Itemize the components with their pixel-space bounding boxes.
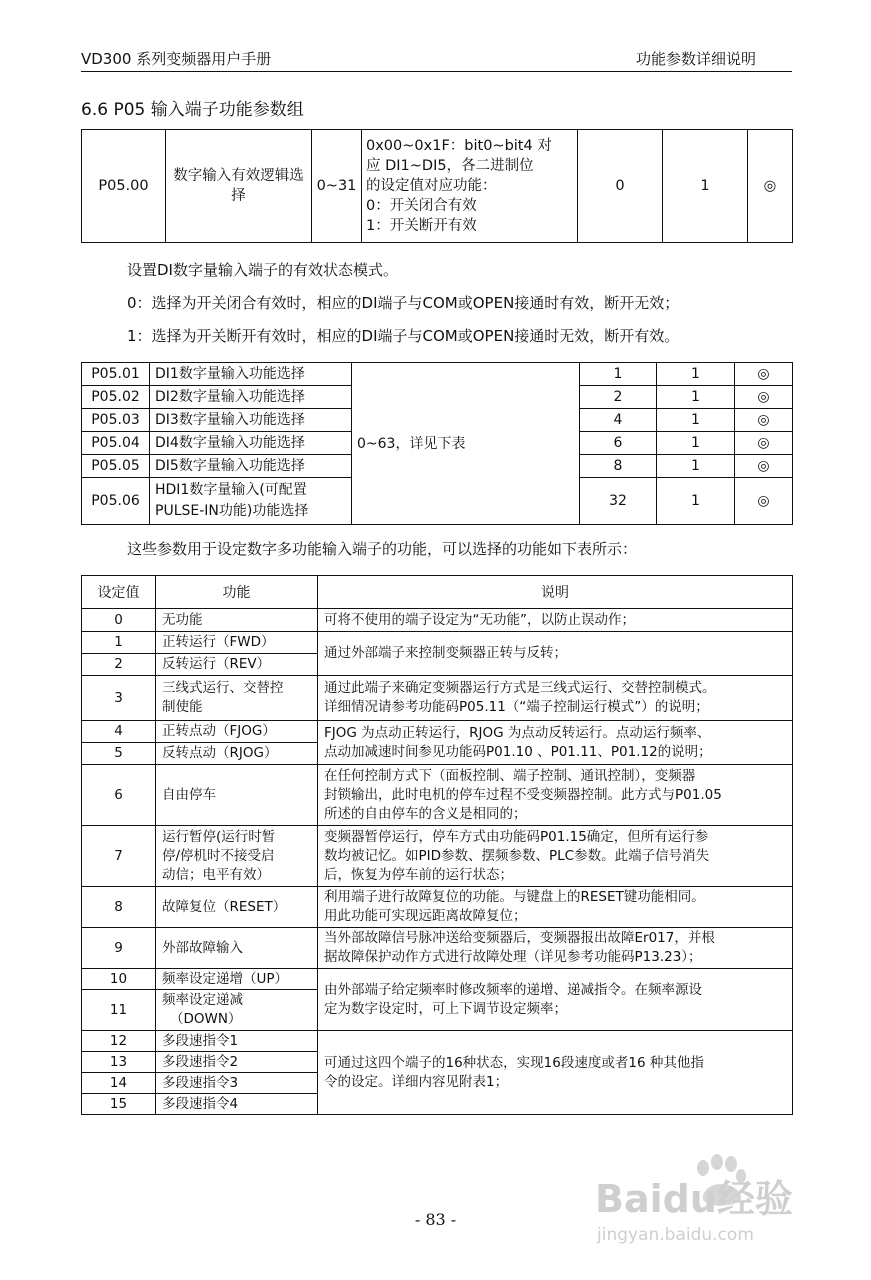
desc-line: 后，恢复为停车前的运行状态；: [324, 866, 513, 883]
function-desc: [318, 969, 793, 1031]
desc-line: 的设定值对应功能：: [366, 178, 497, 194]
setting-value: 12: [82, 1031, 156, 1052]
desc-line: 0x00~0x1F：bit0~bit4 对: [366, 138, 552, 154]
col-header-value: 设定值: [82, 576, 156, 609]
param-name: DI3数字量输入功能选择: [150, 409, 352, 432]
param-name: 数字输入有效逻辑选择: [166, 130, 312, 243]
function-desc: 可将不使用的端子设定为“无功能”，以防止误动作；: [318, 609, 793, 632]
intro-text: 这些参数用于设定数字多功能输入端子的功能，可以选择的功能如下表所示：: [127, 540, 638, 558]
param-default: 32: [580, 478, 657, 525]
function-name: 正转点动（FJOG）: [156, 721, 318, 743]
param-mark: ◎: [735, 409, 793, 432]
function-desc: [318, 676, 793, 721]
param-col6: 1: [657, 386, 735, 409]
param-mark: ◎: [735, 386, 793, 409]
baidu-watermark: [591, 1150, 811, 1250]
param-name: [150, 478, 352, 525]
param-mark: ◎: [735, 478, 793, 525]
function-name: 多段速指令3: [156, 1073, 318, 1094]
param-code: P05.03: [82, 409, 150, 432]
name-line: PULSE-IN功能)功能选择: [155, 503, 309, 519]
param-col6: 1: [657, 363, 735, 386]
desc-line: 据故障保护动作方式进行故障处理（详见参考功能码P13.23）；: [324, 949, 702, 965]
function-line: 三线式运行、交替控: [162, 680, 284, 696]
desc-line: 详细情况请参考功能码P05.11（“端子控制运行模式”）的说明；: [324, 699, 709, 715]
table-row: [82, 928, 793, 969]
param-mark: ◎: [748, 130, 793, 243]
table-row: [82, 363, 793, 386]
param-default: 4: [580, 409, 657, 432]
param-desc: [362, 130, 578, 243]
param-name: DI1数字量输入功能选择: [150, 363, 352, 386]
function-desc: [318, 887, 793, 928]
param-default: 1: [580, 363, 657, 386]
function-desc: 通过外部端子来控制变频器正转与反转；: [318, 632, 793, 676]
param-mark: ◎: [735, 432, 793, 455]
desc-line: 可通过这四个端子的16种状态，实现16段速度或者16 种其他指: [324, 1054, 704, 1071]
desc-line: 点动加减速时间参见功能码P01.10 、P01.11、P01.12的说明；: [324, 743, 712, 760]
function-name: 多段速指令2: [156, 1052, 318, 1073]
setting-value: 9: [82, 928, 156, 969]
table-row: [82, 1031, 793, 1052]
setting-value: 7: [82, 826, 156, 887]
setting-value: 0: [82, 609, 156, 632]
param-default: 6: [580, 432, 657, 455]
table-row: [82, 609, 793, 632]
desc-line: 利用端子进行故障复位的功能。与键盘上的RESET键功能相同。: [324, 889, 705, 905]
param-code: P05.02: [82, 386, 150, 409]
desc-line: 令的设定。详细内容见附表1；: [324, 1073, 509, 1090]
param-col6: 1: [663, 130, 748, 243]
desc-line: 变频器暂停运行，停车方式由功能码P01.15确定，但所有运行参: [324, 828, 709, 845]
param-range: 0~31: [312, 130, 362, 243]
param-mark: ◎: [735, 455, 793, 478]
setting-value: 14: [82, 1073, 156, 1094]
col-header-desc: 说明: [318, 576, 793, 609]
function-line: 制使能: [162, 699, 203, 715]
param-code: P05.06: [82, 478, 150, 525]
setting-value: 13: [82, 1052, 156, 1073]
desc-line: 1：开关断开有效: [366, 218, 477, 234]
param-range: 0~63，详见下表: [352, 363, 580, 525]
setting-value: 3: [82, 676, 156, 721]
desc-line: 0：开关闭合有效: [366, 198, 477, 214]
param-name: DI5数字量输入功能选择: [150, 455, 352, 478]
desc-line: 在任何控制方式下（面板控制、端子控制、通讯控制），变频器: [324, 767, 696, 784]
table-row: [82, 130, 793, 243]
table-row: [82, 969, 793, 990]
function-desc: [318, 928, 793, 969]
function-desc: [318, 826, 793, 887]
section-title: 6.6 P05 输入端子功能参数组: [81, 100, 304, 120]
param-default: 0: [578, 130, 663, 243]
function-name: [156, 676, 318, 721]
function-name: 反转点动（RJOG）: [156, 743, 318, 765]
watermark-url: jingyan.baidu.com: [597, 1225, 754, 1245]
param-default: 2: [580, 386, 657, 409]
setting-value: 10: [82, 969, 156, 990]
function-name: [156, 990, 318, 1031]
function-line: 动信；电平有效）: [162, 866, 270, 883]
col-header-function: 功能: [156, 576, 318, 609]
setting-value: 8: [82, 887, 156, 928]
setting-value: 11: [82, 990, 156, 1031]
function-name: 自由停车: [156, 765, 318, 826]
function-name: 无功能: [156, 609, 318, 632]
param-mark: ◎: [735, 363, 793, 386]
param-code: P05.04: [82, 432, 150, 455]
header-section: 功能参数详细说明: [636, 50, 757, 68]
desc-line: 定为数字设定时，可上下调节设定频率；: [324, 1000, 567, 1017]
desc-line: 所述的自由停车的含义是相同的；: [324, 805, 527, 822]
param-code: P05.00: [82, 130, 166, 243]
param-col6: 1: [657, 478, 735, 525]
setting-value: 2: [82, 654, 156, 676]
function-line: 停/停机时不接受启: [162, 847, 275, 864]
param-name: DI2数字量输入功能选择: [150, 386, 352, 409]
table-row: [82, 676, 793, 721]
setting-value: 15: [82, 1094, 156, 1115]
setting-value: 5: [82, 743, 156, 765]
function-desc: [318, 721, 793, 765]
paragraph: 1：选择为开关断开有效时，相应的DI端子与COM或OPEN接通时无效，断开有效。: [127, 327, 680, 345]
name-line: HDI1数字量输入(可配置: [155, 482, 307, 498]
desc-line: 封锁输出，此时电机的停车过程不受变频器控制。此方式与P01.05: [324, 786, 722, 803]
function-name: 多段速指令4: [156, 1094, 318, 1115]
param-col6: 1: [657, 432, 735, 455]
function-name: 多段速指令1: [156, 1031, 318, 1052]
function-name: 故障复位（RESET）: [156, 887, 318, 928]
table-row: [82, 765, 793, 826]
watermark-brand: Baidu经验: [595, 1177, 793, 1221]
function-line: （DOWN）: [170, 1011, 242, 1027]
function-desc: [318, 765, 793, 826]
table-row: [82, 721, 793, 743]
setting-value: 6: [82, 765, 156, 826]
header-divider: [81, 71, 792, 72]
desc-line: 数均被记忆。如PID参数、摆频参数、PLC参数。此端子信号消失: [324, 847, 710, 864]
desc-line: 用此功能可实现远距离故障复位；: [324, 908, 527, 924]
param-code: P05.01: [82, 363, 150, 386]
desc-line: 应 DI1~DI5，各二进制位: [366, 158, 534, 174]
desc-line: 由外部端子给定频率时修改频率的递增、递减指令。在频率源设: [324, 981, 702, 998]
paragraph: 设置DI数字量输入端子的有效状态模式。: [127, 261, 398, 279]
desc-line: FJOG 为点动正转运行，RJOG 为点动反转运行。点动运行频率、: [324, 724, 711, 741]
function-name: 反转运行（REV）: [156, 654, 318, 676]
param-code: P05.05: [82, 455, 150, 478]
function-line: 频率设定递减: [162, 992, 243, 1008]
param-col6: 1: [657, 455, 735, 478]
param-default: 8: [580, 455, 657, 478]
table-row: [82, 887, 793, 928]
desc-line: 通过此端子来确定变频器运行方式是三线式运行、交替控制模式。: [324, 680, 716, 696]
table-row: [82, 826, 793, 887]
setting-value: 1: [82, 632, 156, 654]
header-title: VD300 系列变频器用户手册: [81, 50, 272, 68]
function-table: [81, 575, 793, 1115]
table-header-row: [82, 576, 793, 609]
table-row: [82, 632, 793, 654]
desc-line: 当外部故障信号脉冲送给变频器后，变频器报出故障Er017，并根: [324, 930, 715, 946]
function-line: 运行暂停(运行时暂: [162, 828, 276, 845]
paragraph: 0：选择为开关闭合有效时，相应的DI端子与COM或OPEN接通时有效，断开无效；: [127, 294, 680, 312]
setting-value: 4: [82, 721, 156, 743]
di-select-table: [81, 362, 793, 525]
function-desc: [318, 1031, 793, 1115]
function-name: 外部故障输入: [156, 928, 318, 969]
function-name: [156, 826, 318, 887]
p0500-table: [81, 129, 793, 243]
function-name: 频率设定递增（UP）: [156, 969, 318, 990]
param-col6: 1: [657, 409, 735, 432]
function-name: 正转运行（FWD）: [156, 632, 318, 654]
param-name: DI4数字量输入功能选择: [150, 432, 352, 455]
page-number: - 83 -: [414, 1210, 457, 1229]
